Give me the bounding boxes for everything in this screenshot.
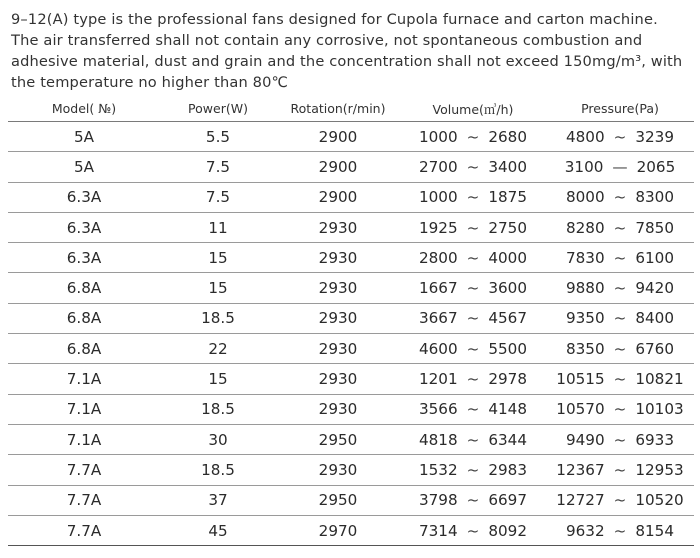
- cell-model: 5A: [8, 152, 160, 182]
- cell-power: 15: [160, 243, 276, 273]
- cell-pressure-range: [566, 340, 674, 358]
- intro-line: the temperature no higher than 80℃: [11, 74, 289, 91]
- cell-pressure-max: 10103: [635, 400, 684, 419]
- cell-volume: [400, 273, 546, 303]
- cell-power: 22: [160, 334, 276, 364]
- cell-volume-range: [419, 522, 527, 540]
- header-pressure: Pressure(Pa): [546, 96, 694, 122]
- cell-pressure: [546, 485, 694, 515]
- cell-volume-separator: ~: [466, 339, 480, 358]
- cell-volume-max: 8092: [488, 521, 528, 540]
- cell-pressure-range: [556, 491, 683, 509]
- table-row: [8, 424, 694, 454]
- cell-pressure: [546, 243, 694, 273]
- cell-model: 7.1A: [8, 364, 160, 394]
- cell-pressure-separator: ~: [613, 248, 627, 267]
- cell-volume-range: [419, 461, 527, 479]
- table-row: [8, 273, 694, 303]
- cell-volume: [400, 455, 546, 485]
- table-row: [8, 152, 694, 182]
- cell-pressure-separator: ~: [613, 460, 627, 479]
- cell-rotation: 2900: [276, 152, 400, 182]
- cell-pressure-separator: ~: [613, 430, 627, 449]
- cell-volume: [400, 424, 546, 454]
- cell-power: 30: [160, 424, 276, 454]
- cell-pressure-max: 7850: [635, 218, 675, 237]
- cell-volume-separator: ~: [466, 248, 480, 267]
- cell-volume-max: 4567: [488, 309, 528, 328]
- table-row: [8, 122, 694, 152]
- cell-pressure-max: 10520: [635, 491, 684, 510]
- cell-pressure-min: 9350: [565, 309, 605, 328]
- table-row: [8, 243, 694, 273]
- cell-pressure-max: 6760: [635, 339, 675, 358]
- cell-volume-max: 6344: [488, 430, 528, 449]
- cell-power: 11: [160, 212, 276, 242]
- cell-pressure-separator: —: [612, 157, 628, 176]
- cell-volume-separator: ~: [466, 430, 480, 449]
- cell-pressure-min: 9632: [565, 521, 605, 540]
- cell-volume-min: 1000: [418, 127, 458, 146]
- header-rotation: Rotation(r/min): [276, 96, 400, 122]
- cell-volume-min: 3566: [418, 400, 458, 419]
- cell-rotation: 2930: [276, 364, 400, 394]
- cell-pressure-max: 8300: [635, 188, 675, 207]
- cell-pressure: [546, 212, 694, 242]
- cell-pressure-max: 3239: [635, 127, 675, 146]
- header-model: Model( №): [8, 96, 160, 122]
- cell-volume-separator: ~: [466, 491, 480, 510]
- cell-pressure-min: 12727: [556, 491, 605, 510]
- cell-power: 18.5: [160, 394, 276, 424]
- cell-volume-range: [419, 188, 527, 206]
- cell-pressure: [546, 152, 694, 182]
- cell-volume-range: [419, 431, 527, 449]
- cell-rotation: 2930: [276, 455, 400, 485]
- cell-power: 45: [160, 515, 276, 545]
- cell-volume-range: [419, 491, 527, 509]
- cell-pressure-separator: ~: [613, 521, 627, 540]
- cell-volume-separator: ~: [466, 279, 480, 298]
- cell-pressure-separator: ~: [613, 400, 627, 419]
- cell-power: 37: [160, 485, 276, 515]
- cell-volume-min: 2700: [418, 157, 458, 176]
- cell-volume: [400, 485, 546, 515]
- cell-volume: [400, 182, 546, 212]
- cell-rotation: 2970: [276, 515, 400, 545]
- cell-volume-max: 2983: [488, 460, 528, 479]
- cell-power: 15: [160, 273, 276, 303]
- cell-power: 15: [160, 364, 276, 394]
- cell-model: 7.7A: [8, 455, 160, 485]
- cell-volume: [400, 212, 546, 242]
- cell-model: 6.3A: [8, 182, 160, 212]
- cell-volume-range: [419, 279, 527, 297]
- cell-model: 7.1A: [8, 424, 160, 454]
- cell-pressure-range: [566, 128, 674, 146]
- cell-pressure-range: [566, 188, 674, 206]
- cell-pressure-min: 8000: [565, 188, 605, 207]
- cell-volume-range: [419, 249, 527, 267]
- cell-pressure-range: [556, 370, 683, 388]
- cell-volume-separator: ~: [466, 370, 480, 389]
- cell-volume: [400, 364, 546, 394]
- cell-pressure-min: 8350: [565, 339, 605, 358]
- cell-volume-range: [419, 128, 527, 146]
- cell-power: 7.5: [160, 182, 276, 212]
- cell-volume-separator: ~: [466, 309, 480, 328]
- cell-pressure-min: 8280: [565, 218, 605, 237]
- cell-volume-separator: ~: [466, 127, 480, 146]
- cell-power: 18.5: [160, 455, 276, 485]
- cell-volume-max: 2750: [488, 218, 528, 237]
- cell-volume-range: [419, 370, 527, 388]
- cell-pressure: [546, 122, 694, 152]
- cell-pressure-max: 6100: [635, 248, 675, 267]
- table-row: [8, 364, 694, 394]
- cell-pressure-min: 10515: [556, 370, 605, 389]
- cell-pressure-separator: ~: [613, 218, 627, 237]
- cell-volume-separator: ~: [466, 400, 480, 419]
- cell-pressure-max: 2065: [636, 157, 676, 176]
- table-row: [8, 394, 694, 424]
- cell-volume-max: 4000: [488, 248, 528, 267]
- cell-volume-range: [419, 400, 527, 418]
- cell-volume-min: 3798: [418, 491, 458, 510]
- header-volume: Volume(㎥/h): [400, 96, 546, 122]
- cell-volume-separator: ~: [466, 521, 480, 540]
- cell-volume-separator: ~: [466, 460, 480, 479]
- cell-pressure-min: 12367: [556, 460, 605, 479]
- cell-pressure: [546, 273, 694, 303]
- cell-pressure: [546, 455, 694, 485]
- cell-pressure-max: 10821: [635, 370, 684, 389]
- cell-volume-range: [419, 158, 527, 176]
- cell-pressure: [546, 364, 694, 394]
- cell-volume-max: 1875: [488, 188, 528, 207]
- cell-pressure-separator: ~: [613, 491, 627, 510]
- cell-volume-min: 1000: [418, 188, 458, 207]
- cell-power: 18.5: [160, 303, 276, 333]
- cell-model: 5A: [8, 122, 160, 152]
- cell-pressure-range: [556, 400, 683, 418]
- cell-rotation: 2930: [276, 212, 400, 242]
- cell-volume-max: 4148: [488, 400, 528, 419]
- table-body: [8, 122, 694, 546]
- cell-rotation: 2900: [276, 182, 400, 212]
- table-row: [8, 182, 694, 212]
- cell-pressure-max: 6933: [635, 430, 675, 449]
- cell-pressure: [546, 182, 694, 212]
- intro-line: adhesive material, dust and grain and the concentration shall not exceed 150mg/m³, with: [11, 53, 683, 70]
- fan-spec-table: [8, 96, 694, 546]
- cell-model: 6.8A: [8, 303, 160, 333]
- cell-volume-min: 1532: [418, 460, 458, 479]
- cell-model: 6.3A: [8, 212, 160, 242]
- cell-volume: [400, 243, 546, 273]
- cell-rotation: 2950: [276, 485, 400, 515]
- cell-pressure-max: 9420: [635, 279, 675, 298]
- cell-model: 7.7A: [8, 515, 160, 545]
- cell-rotation: 2930: [276, 303, 400, 333]
- cell-rotation: 2930: [276, 394, 400, 424]
- cell-volume-max: 2680: [488, 127, 528, 146]
- cell-volume-max: 3600: [488, 279, 528, 298]
- cell-volume: [400, 334, 546, 364]
- cell-pressure: [546, 334, 694, 364]
- cell-power: 7.5: [160, 152, 276, 182]
- cell-volume-min: 2800: [418, 248, 458, 267]
- cell-volume-min: 7314: [418, 521, 458, 540]
- table-header-row: [8, 96, 694, 122]
- cell-volume-max: 6697: [488, 491, 528, 510]
- cell-rotation: 2950: [276, 424, 400, 454]
- cell-pressure-min: 7830: [565, 248, 605, 267]
- cell-volume-max: 5500: [488, 339, 528, 358]
- cell-volume-min: 1201: [418, 370, 458, 389]
- cell-volume: [400, 394, 546, 424]
- cell-pressure-range: [566, 522, 674, 540]
- cell-pressure-max: 12953: [635, 460, 684, 479]
- cell-model: 6.8A: [8, 273, 160, 303]
- intro-paragraph: [11, 9, 695, 93]
- cell-volume-range: [419, 309, 527, 327]
- cell-volume-min: 1925: [418, 218, 458, 237]
- table-row: [8, 334, 694, 364]
- cell-pressure-range: [556, 461, 683, 479]
- table-row: [8, 303, 694, 333]
- cell-pressure-separator: ~: [613, 339, 627, 358]
- cell-rotation: 2930: [276, 334, 400, 364]
- cell-pressure-range: [565, 158, 676, 176]
- cell-power: 5.5: [160, 122, 276, 152]
- cell-rotation: 2930: [276, 273, 400, 303]
- cell-rotation: 2900: [276, 122, 400, 152]
- cell-pressure: [546, 303, 694, 333]
- cell-volume-range: [419, 340, 527, 358]
- cell-pressure-max: 8154: [635, 521, 675, 540]
- cell-pressure-separator: ~: [613, 370, 627, 389]
- table-row: [8, 455, 694, 485]
- table-row: [8, 515, 694, 545]
- cell-pressure-range: [566, 219, 674, 237]
- cell-volume: [400, 122, 546, 152]
- cell-pressure-separator: ~: [613, 188, 627, 207]
- cell-pressure-separator: ~: [613, 127, 627, 146]
- cell-pressure-min: 3100: [564, 157, 604, 176]
- cell-volume-separator: ~: [466, 188, 480, 207]
- cell-pressure-separator: ~: [613, 279, 627, 298]
- intro-line: 9–12(A) type is the professional fans designed for Cupola furnace and carton machine.: [11, 11, 658, 28]
- cell-pressure-range: [566, 309, 674, 327]
- cell-volume-separator: ~: [466, 157, 480, 176]
- cell-pressure-range: [566, 279, 674, 297]
- cell-pressure-range: [566, 249, 674, 267]
- cell-volume-separator: ~: [466, 218, 480, 237]
- cell-rotation: 2930: [276, 243, 400, 273]
- intro-line: The air transferred shall not contain any corrosive, not spontaneous combustion and: [11, 32, 643, 49]
- cell-pressure-separator: ~: [613, 309, 627, 328]
- cell-volume: [400, 515, 546, 545]
- header-power: Power(W): [160, 96, 276, 122]
- cell-volume-range: [419, 219, 527, 237]
- cell-model: 7.7A: [8, 485, 160, 515]
- cell-pressure-min: 4800: [565, 127, 605, 146]
- cell-pressure: [546, 394, 694, 424]
- cell-volume-min: 1667: [418, 279, 458, 298]
- cell-volume-min: 4600: [418, 339, 458, 358]
- cell-pressure-max: 8400: [635, 309, 675, 328]
- cell-pressure-min: 9880: [565, 279, 605, 298]
- cell-pressure-min: 9490: [565, 430, 605, 449]
- cell-volume: [400, 152, 546, 182]
- cell-volume: [400, 303, 546, 333]
- cell-volume-min: 3667: [418, 309, 458, 328]
- cell-pressure: [546, 424, 694, 454]
- cell-pressure-range: [566, 431, 674, 449]
- table-row: [8, 212, 694, 242]
- cell-volume-max: 3400: [488, 157, 528, 176]
- cell-volume-max: 2978: [488, 370, 528, 389]
- cell-model: 6.3A: [8, 243, 160, 273]
- cell-model: 7.1A: [8, 394, 160, 424]
- cell-pressure-min: 10570: [556, 400, 605, 419]
- table-row: [8, 485, 694, 515]
- cell-pressure: [546, 515, 694, 545]
- cell-model: 6.8A: [8, 334, 160, 364]
- cell-volume-min: 4818: [418, 430, 458, 449]
